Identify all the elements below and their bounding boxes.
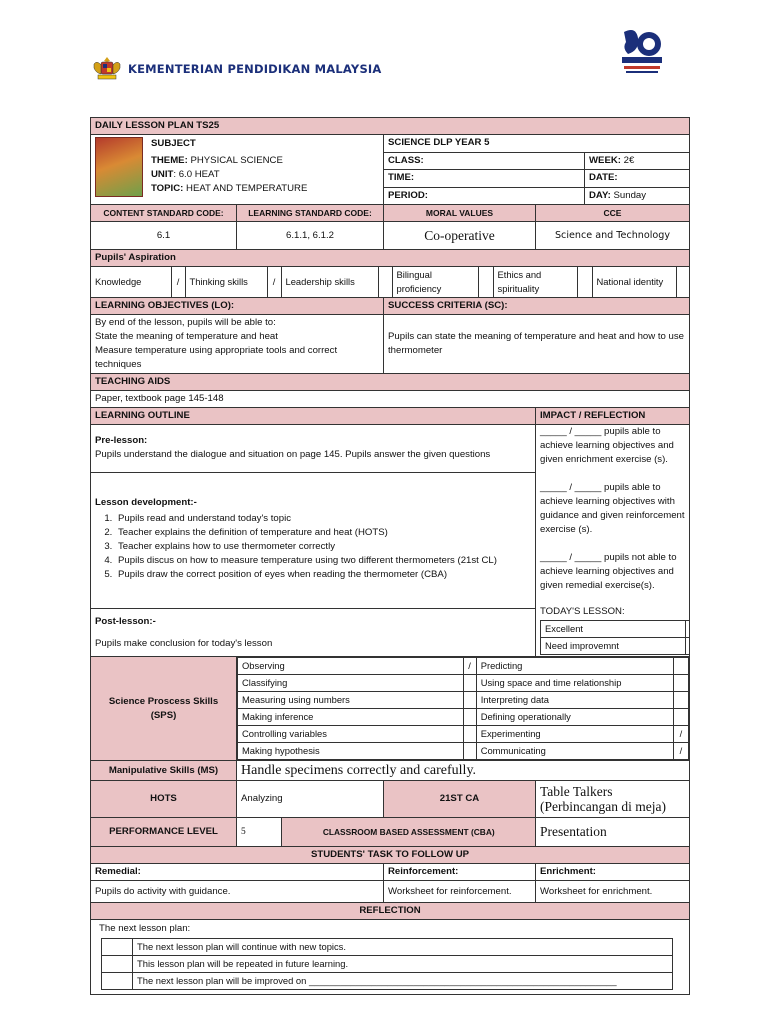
next-option-3-checkbox[interactable] [102, 973, 133, 990]
ms-value: Handle specimens correctly and carefully. [237, 761, 690, 781]
subject-label: SUBJECT [151, 138, 196, 149]
sps-hypothesis-mark[interactable] [463, 743, 476, 760]
theme-value: PHYSICAL SCIENCE [190, 155, 283, 166]
class-label: CLASS: [384, 152, 585, 170]
ca-label: 21ST CA [384, 781, 536, 818]
aspiration-knowledge-mark[interactable]: / [171, 267, 185, 297]
sps-classifying-mark[interactable] [463, 675, 476, 692]
aspiration-leadership: Leadership skills [281, 267, 378, 297]
lo-text [91, 315, 384, 374]
week-label: WEEK: [589, 154, 621, 166]
hots-value: Analyzing [237, 781, 384, 818]
dev-list [95, 512, 531, 582]
sps-controlling-mark[interactable] [463, 726, 476, 743]
textbook-cover [95, 137, 151, 202]
sps-hypothesis: Making hypothesis [238, 743, 464, 760]
option-need-improvement-mark[interactable] [686, 638, 690, 655]
aspiration-label: Pupils' Aspiration [91, 250, 690, 267]
next-option-2-checkbox[interactable] [102, 956, 133, 973]
reinforcement-label: Reinforcement: [384, 864, 536, 881]
time-label: TIME: [384, 170, 585, 188]
period-label: PERIOD: [384, 187, 585, 205]
aspiration-leadership-mark[interactable] [378, 267, 392, 297]
topic-label: TOPIC: [151, 183, 184, 194]
aids-value: Paper, textbook page 145-148 [91, 391, 690, 408]
lo-label: LEARNING OBJECTIVES (LO): [91, 298, 384, 315]
sps-classifying: Classifying [238, 675, 464, 692]
sps-observing: Observing [238, 658, 464, 675]
enrichment-label: Enrichment: [536, 864, 690, 881]
plan-title: DAILY LESSON PLAN TS25 [91, 118, 690, 135]
sps-experimenting: Experimenting [476, 726, 673, 743]
sps-label: Science Proscess Skills (SPS) [91, 657, 237, 761]
lesson-development [91, 472, 536, 609]
next-option-3: The next lesson plan will be improved on ___________________________________________________________ [133, 973, 673, 990]
outline-label: LEARNING OUTLINE [91, 408, 536, 425]
pl-row [237, 818, 536, 847]
subject-value: SCIENCE DLP YEAR 5 [384, 135, 690, 153]
sps-interpreting-mark[interactable] [673, 692, 688, 709]
aspiration-bilingual: Bilingual proficiency [392, 267, 478, 297]
cs-code-label: CONTENT STANDARD CODE: [91, 205, 237, 222]
dev-item: 2. Teacher explains the definition of temperature and heat (HOTS) [115, 526, 531, 540]
sps-predicting: Predicting [476, 658, 673, 675]
reinforcement-value: Worksheet for reinforcement. [384, 881, 536, 903]
enrichment-value: Worksheet for enrichment. [536, 881, 690, 903]
aids-label: TEACHING AIDS [91, 374, 690, 391]
aspiration-ethics: Ethics and spirituality [493, 267, 577, 297]
next-option-1-checkbox[interactable] [102, 939, 133, 956]
cs-code-value: 6.1 [91, 222, 237, 250]
cce-label: CCE [536, 205, 690, 222]
next-plan-label: The next lesson plan: [99, 923, 191, 934]
ls-code-value: 6.1.1, 6.1.2 [237, 222, 384, 250]
pre-lesson [91, 425, 536, 473]
topic-value: HEAT AND TEMPERATURE [186, 183, 308, 194]
unit-value: : 6.0 HEAT [173, 169, 220, 180]
remedial-label: Remedial: [91, 864, 237, 881]
sps-measuring-mark[interactable] [463, 692, 476, 709]
next-plan-options [101, 938, 673, 990]
reflection-cell [91, 920, 690, 995]
impact-cell [536, 425, 690, 657]
ca-value: Table Talkers (Perbincangan di meja) [536, 781, 690, 818]
ministry-header [92, 56, 382, 82]
sps-defining: Defining operationally [476, 709, 673, 726]
sps-predicting-mark[interactable] [673, 658, 688, 675]
post-lesson [91, 609, 536, 657]
sps-space-time-mark[interactable] [673, 675, 688, 692]
malaysia-crest-icon [92, 56, 122, 82]
dev-item: 4. Pupils discus on how to measure temperature using two different thermometers (21st CL) [115, 554, 531, 568]
sc-text: Pupils can state the meaning of temperature and heat and how to use thermometer [384, 315, 690, 374]
date-label: DATE: [585, 170, 690, 188]
aspiration-thinking-mark[interactable]: / [267, 267, 281, 297]
sps-controlling: Controlling variables [238, 726, 464, 743]
cce-value: Science and Technology [536, 222, 690, 250]
dev-item: 1. Pupils read and understand today's topic [115, 512, 531, 526]
cba-label: CLASSROOM BASED ASSESSMENT (CBA) [281, 818, 536, 846]
aspiration-thinking: Thinking skills [185, 267, 267, 297]
aspiration-row [91, 267, 690, 298]
pl-label: PERFORMANCE LEVEL [91, 818, 237, 847]
sps-inference-mark[interactable] [463, 709, 476, 726]
todays-lesson-table [540, 620, 690, 655]
ministry-name: KEMENTERIAN PENDIDIKAN MALAYSIA [128, 62, 382, 76]
sps-communicating: Communicating [476, 743, 673, 760]
sps-inference: Making inference [238, 709, 464, 726]
option-need-improvement: Need improvemnt [541, 638, 686, 655]
lo-line-3: Measure temperature using appropriate tools and correct techniques [95, 345, 338, 370]
lesson-plan-table [90, 117, 690, 995]
pre-lesson-label: Pre-lesson: [95, 435, 148, 447]
aspiration-national: National identity [592, 267, 676, 297]
lo-line-1: By end of the lesson, pupils will be able to: [95, 317, 276, 328]
subject-cell [91, 135, 384, 205]
sps-grid [237, 657, 690, 761]
option-excellent: Excellent [541, 621, 686, 638]
lo-line-2: State the meaning of temperature and heat [95, 331, 278, 342]
sps-observing-mark[interactable]: / [463, 658, 476, 675]
next-option-1: The next lesson plan will continue with new topics. [133, 939, 673, 956]
post-lesson-text: Pupils make conclusion for today's lesson [95, 637, 273, 649]
ts25-logo-icon [616, 24, 668, 82]
sps-experimenting-mark[interactable]: / [673, 726, 688, 743]
impact-enrichment: _____ / _____ pupils able to achieve learning objectives and given enrichment exercise (s). [540, 426, 674, 465]
impact-reinforcement: _____ / _____ pupils able to achieve learning objectives with guidance and given reinforcement exercise (s). [540, 482, 685, 535]
followup-label: STUDENTS' TASK TO FOLLOW UP [91, 847, 690, 864]
dev-item: 3. Teacher explains how to use thermometer correctly [115, 540, 531, 554]
sps-defining-mark[interactable] [673, 709, 688, 726]
dev-label: Lesson development:- [95, 497, 197, 509]
option-excellent-mark[interactable] [686, 621, 690, 638]
sps-interpreting: Interpreting data [476, 692, 673, 709]
todays-lesson-label: TODAY'S LESSON: [540, 606, 625, 617]
unit-label: UNIT [151, 169, 174, 180]
sps-measuring: Measuring using numbers [238, 692, 464, 709]
remedial-value: Pupils do activity with guidance. [91, 881, 384, 903]
reflection-label: REFLECTION [91, 903, 690, 920]
ms-label: Manipulative Skills (MS) [91, 761, 237, 781]
ls-code-label: LEARNING STANDARD CODE: [237, 205, 384, 222]
impact-label: IMPACT / REFLECTION [536, 408, 690, 425]
dev-item: 5. Pupils draw the correct position of eyes when reading the thermometer (CBA) [115, 568, 531, 582]
pre-lesson-text: Pupils understand the dialogue and situation on page 145. Pupils answer the given questions [95, 449, 491, 461]
aspiration-national-mark[interactable] [676, 267, 690, 297]
post-lesson-label: Post-lesson:- [95, 615, 156, 627]
sps-space-time: Using space and time relationship [476, 675, 673, 692]
day-label: DAY: [589, 189, 611, 201]
cba-value: Presentation [536, 818, 690, 847]
sps-communicating-mark[interactable]: / [673, 743, 688, 760]
aspiration-ethics-mark[interactable] [577, 267, 592, 297]
hots-label: HOTS [91, 781, 237, 818]
sc-label: SUCCESS CRITERIA (SC): [384, 298, 690, 315]
aspiration-knowledge: Knowledge [91, 267, 171, 297]
impact-remedial: _____ / _____ pupils not able to achieve learning objectives and given remedial exercise(s). [540, 552, 677, 591]
pl-value: 5 [237, 818, 281, 846]
next-option-2: This lesson plan will be repeated in future learning. [133, 956, 673, 973]
moral-value: Co-operative [384, 222, 536, 250]
day-value: Sunday [613, 189, 647, 201]
aspiration-bilingual-mark[interactable] [478, 267, 493, 297]
week-value: 2€ [623, 154, 635, 166]
moral-label: MORAL VALUES [384, 205, 536, 222]
theme-label: THEME: [151, 155, 188, 166]
